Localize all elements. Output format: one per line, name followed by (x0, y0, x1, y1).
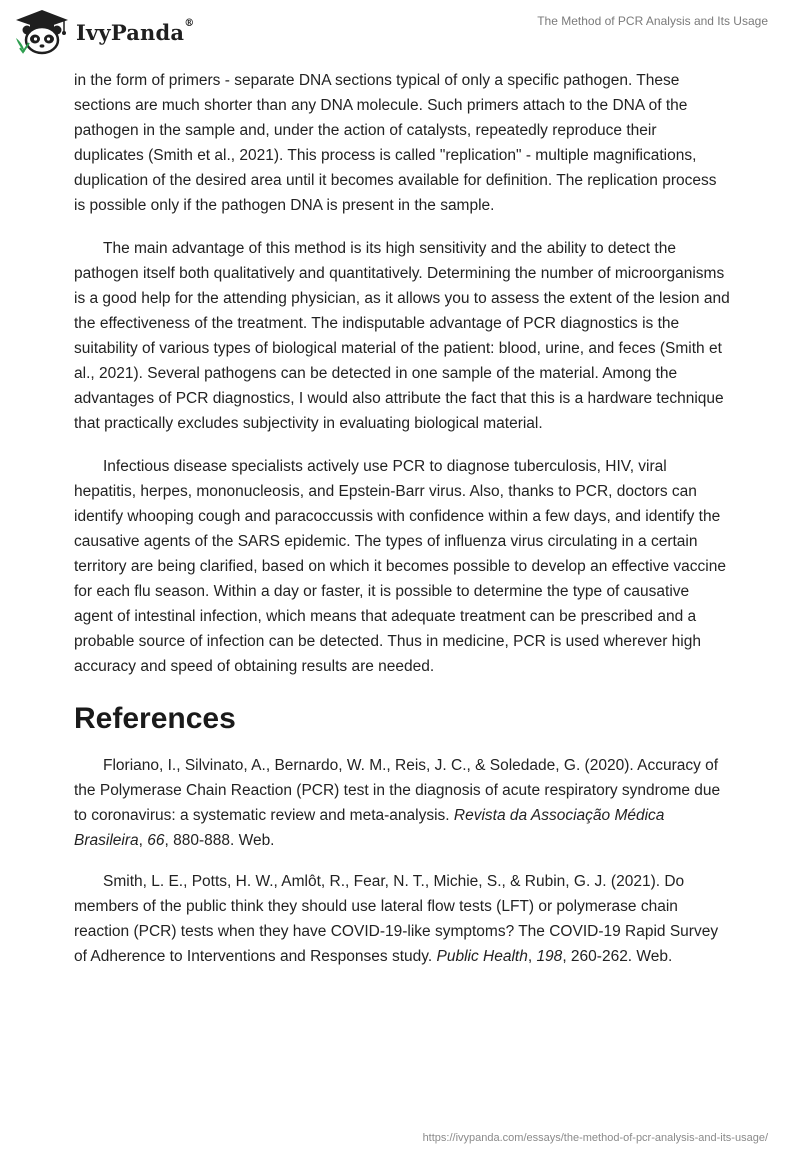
reference-journal: Public Health (436, 948, 528, 965)
body-paragraph: in the form of primers - separate DNA sections typical of only a specific pathogen. These sections are much shorter than any DNA molecule. Such primers attach to the DNA of the pathogen in the sample and, under the action of catalysts, repeatedly reproduce their duplicates (Smith et al., 2021). This process is called "replication" - multiple magnifications, duplication of the desired area until it becomes available for definition. The replication process is possible only if the pathogen DNA is present in the sample. (74, 72, 717, 214)
reference-separator: , (138, 832, 148, 849)
body-paragraph: Infectious disease specialists actively use PCR to diagnose tuberculosis, HIV, viral hepatitis, herpes, mononucleosis, and Epstein-Barr virus. Also, thanks to PCR, doctors can identify whooping cough and paracoccussis with confidence within a few days, and identify the causative agents of the SARS epidemic. The types of influenza virus circulating in a certain territory are being clarified, based on which it becomes possible to develop an effective vaccine for each flu season. Within a day or faster, it is possible to determine the type of causative agent of intestinal infection, which means that adequate treatment can be prescribed and a probable source of infection can be detected. Thus in medicine, PCR is used wherever high accuracy and speed of obtaining results are needed. (74, 458, 726, 675)
reference-entry (74, 753, 730, 853)
page-header (0, 0, 800, 64)
source-url[interactable]: https://ivypanda.com/essays/the-method-of-pcr-analysis-and-its-usage/ (422, 1132, 768, 1144)
reference-volume: 66 (147, 832, 165, 849)
registered-mark: ® (184, 17, 195, 29)
ivypanda-logo[interactable] (12, 8, 194, 56)
reference-pages: , 880-888. Web. (164, 832, 275, 849)
reference-entry (74, 869, 730, 969)
reference-text: Smith, L. E., Potts, H. W., Amlôt, R., Fear, N. T., Michie, S., & Rubin, G. J. (2021). Do members of the public think they should use lateral flow tests (LFT) or polymerase chain reaction (PCR) tests when they have COVID-19-like symptoms? The COVID-19 Rapid Survey of Adherence to Interventions and Responses study. (74, 873, 719, 965)
reference-separator: , (527, 948, 537, 965)
document-title: The Method of PCR Analysis and Its Usage (537, 14, 768, 28)
references-heading: References (74, 702, 236, 735)
logo-brand-text: IvyPanda (76, 19, 185, 45)
reference-text: Floriano, I., Silvinato, A., Bernardo, W. M., Reis, J. C., & Soledade, G. (2020). Accuracy of the Polymerase Chain Reaction (PCR) test in the diagnosis of acute respiratory syndrome due to coronavirus: a systematic review and meta-analysis. (74, 757, 721, 824)
essay-content (74, 68, 730, 985)
body-paragraph: The main advantage of this method is its high sensitivity and the ability to detect the pathogen itself both qualitatively and quantitatively. Determining the number of microorganisms is a good help for the attending physician, as it allows you to assess the extent of the lesion and the effectiveness of the treatment. The indisputable advantage of PCR diagnostics is the suitability of various types of biological material of the patient: blood, urine, and feces (Smith et al., 2021). Several pathogens can be detected in one sample of the material. Among the advantages of PCR diagnostics, I would also attribute the fact that this is a hardware technique that practically excludes subjectivity in evaluating biological material. (74, 240, 730, 432)
logo-wordmark (76, 17, 195, 45)
reference-volume: 198 (536, 948, 563, 965)
panda-graduate-icon (12, 8, 72, 56)
reference-pages: , 260-262. Web. (562, 948, 673, 965)
reference-journal: Revista da Associação Médica Brasileira (74, 807, 665, 849)
